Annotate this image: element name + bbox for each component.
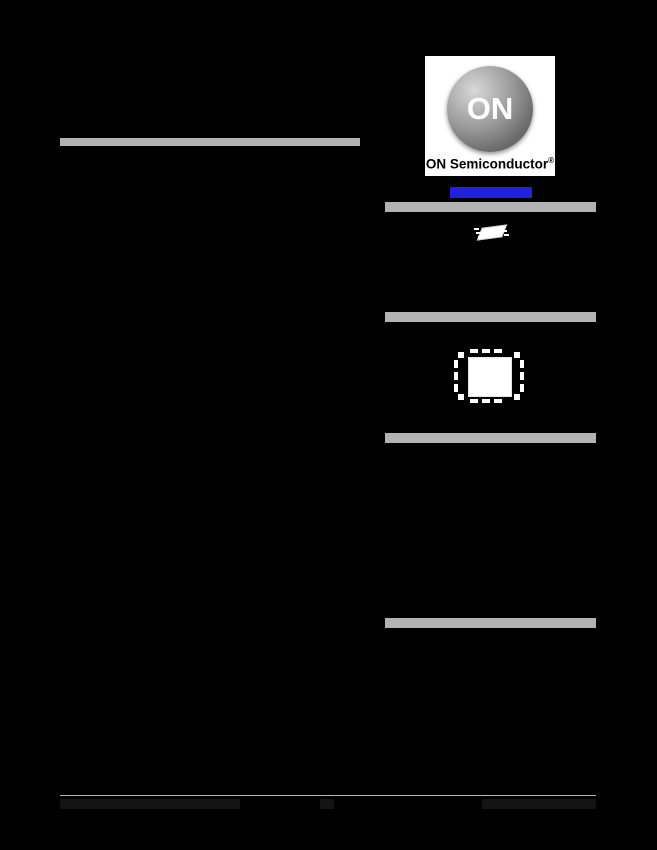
registered-mark: ® [548,156,555,165]
section-bar-pin-connections [385,312,596,322]
manufacturer-name: ON Semiconductor [425,156,549,172]
qfn-pad [494,349,502,353]
section-bar-device-package-shipping [385,618,596,628]
qfn-pad [454,384,458,392]
footer-right-text [482,799,596,809]
footer-rule [60,795,596,796]
qfn-pad [520,384,524,392]
soic-lead [478,236,483,238]
qfn-corner-pad [458,394,464,400]
qfn-body [468,357,512,397]
qfn-pad [482,349,490,353]
on-logo-sphere-icon [447,66,533,152]
qfn-corner-pad [514,394,520,400]
soic-lead [476,232,481,234]
website-link-container [385,182,597,200]
section-bar-marking-diagram [385,202,596,212]
body-text-column [60,40,360,800]
qfn-pad [454,360,458,368]
website-link[interactable]: http://onsemi.com [451,187,531,198]
qfn-pad [494,399,502,403]
qfn-package-icon [452,348,526,404]
soic-lead [474,228,479,230]
qfn-pad [470,399,478,403]
soic-package-icon [472,222,510,244]
qfn-corner-pad [514,352,520,358]
qfn-pad [482,399,490,403]
qfn-pad [470,349,478,353]
qfn-pad [520,360,524,368]
soic-lead [500,226,505,228]
on-logo-text: ON [466,91,514,126]
soic-lead [502,230,507,232]
footer-left-text [60,799,240,809]
section-bar-ordering-information [385,433,596,443]
qfn-pad [520,372,524,380]
manufacturer-wordmark [425,156,555,172]
qfn-corner-pad [458,352,464,358]
qfn-pad [454,372,458,380]
soic-lead [504,234,509,236]
footer-page-number [320,799,334,809]
